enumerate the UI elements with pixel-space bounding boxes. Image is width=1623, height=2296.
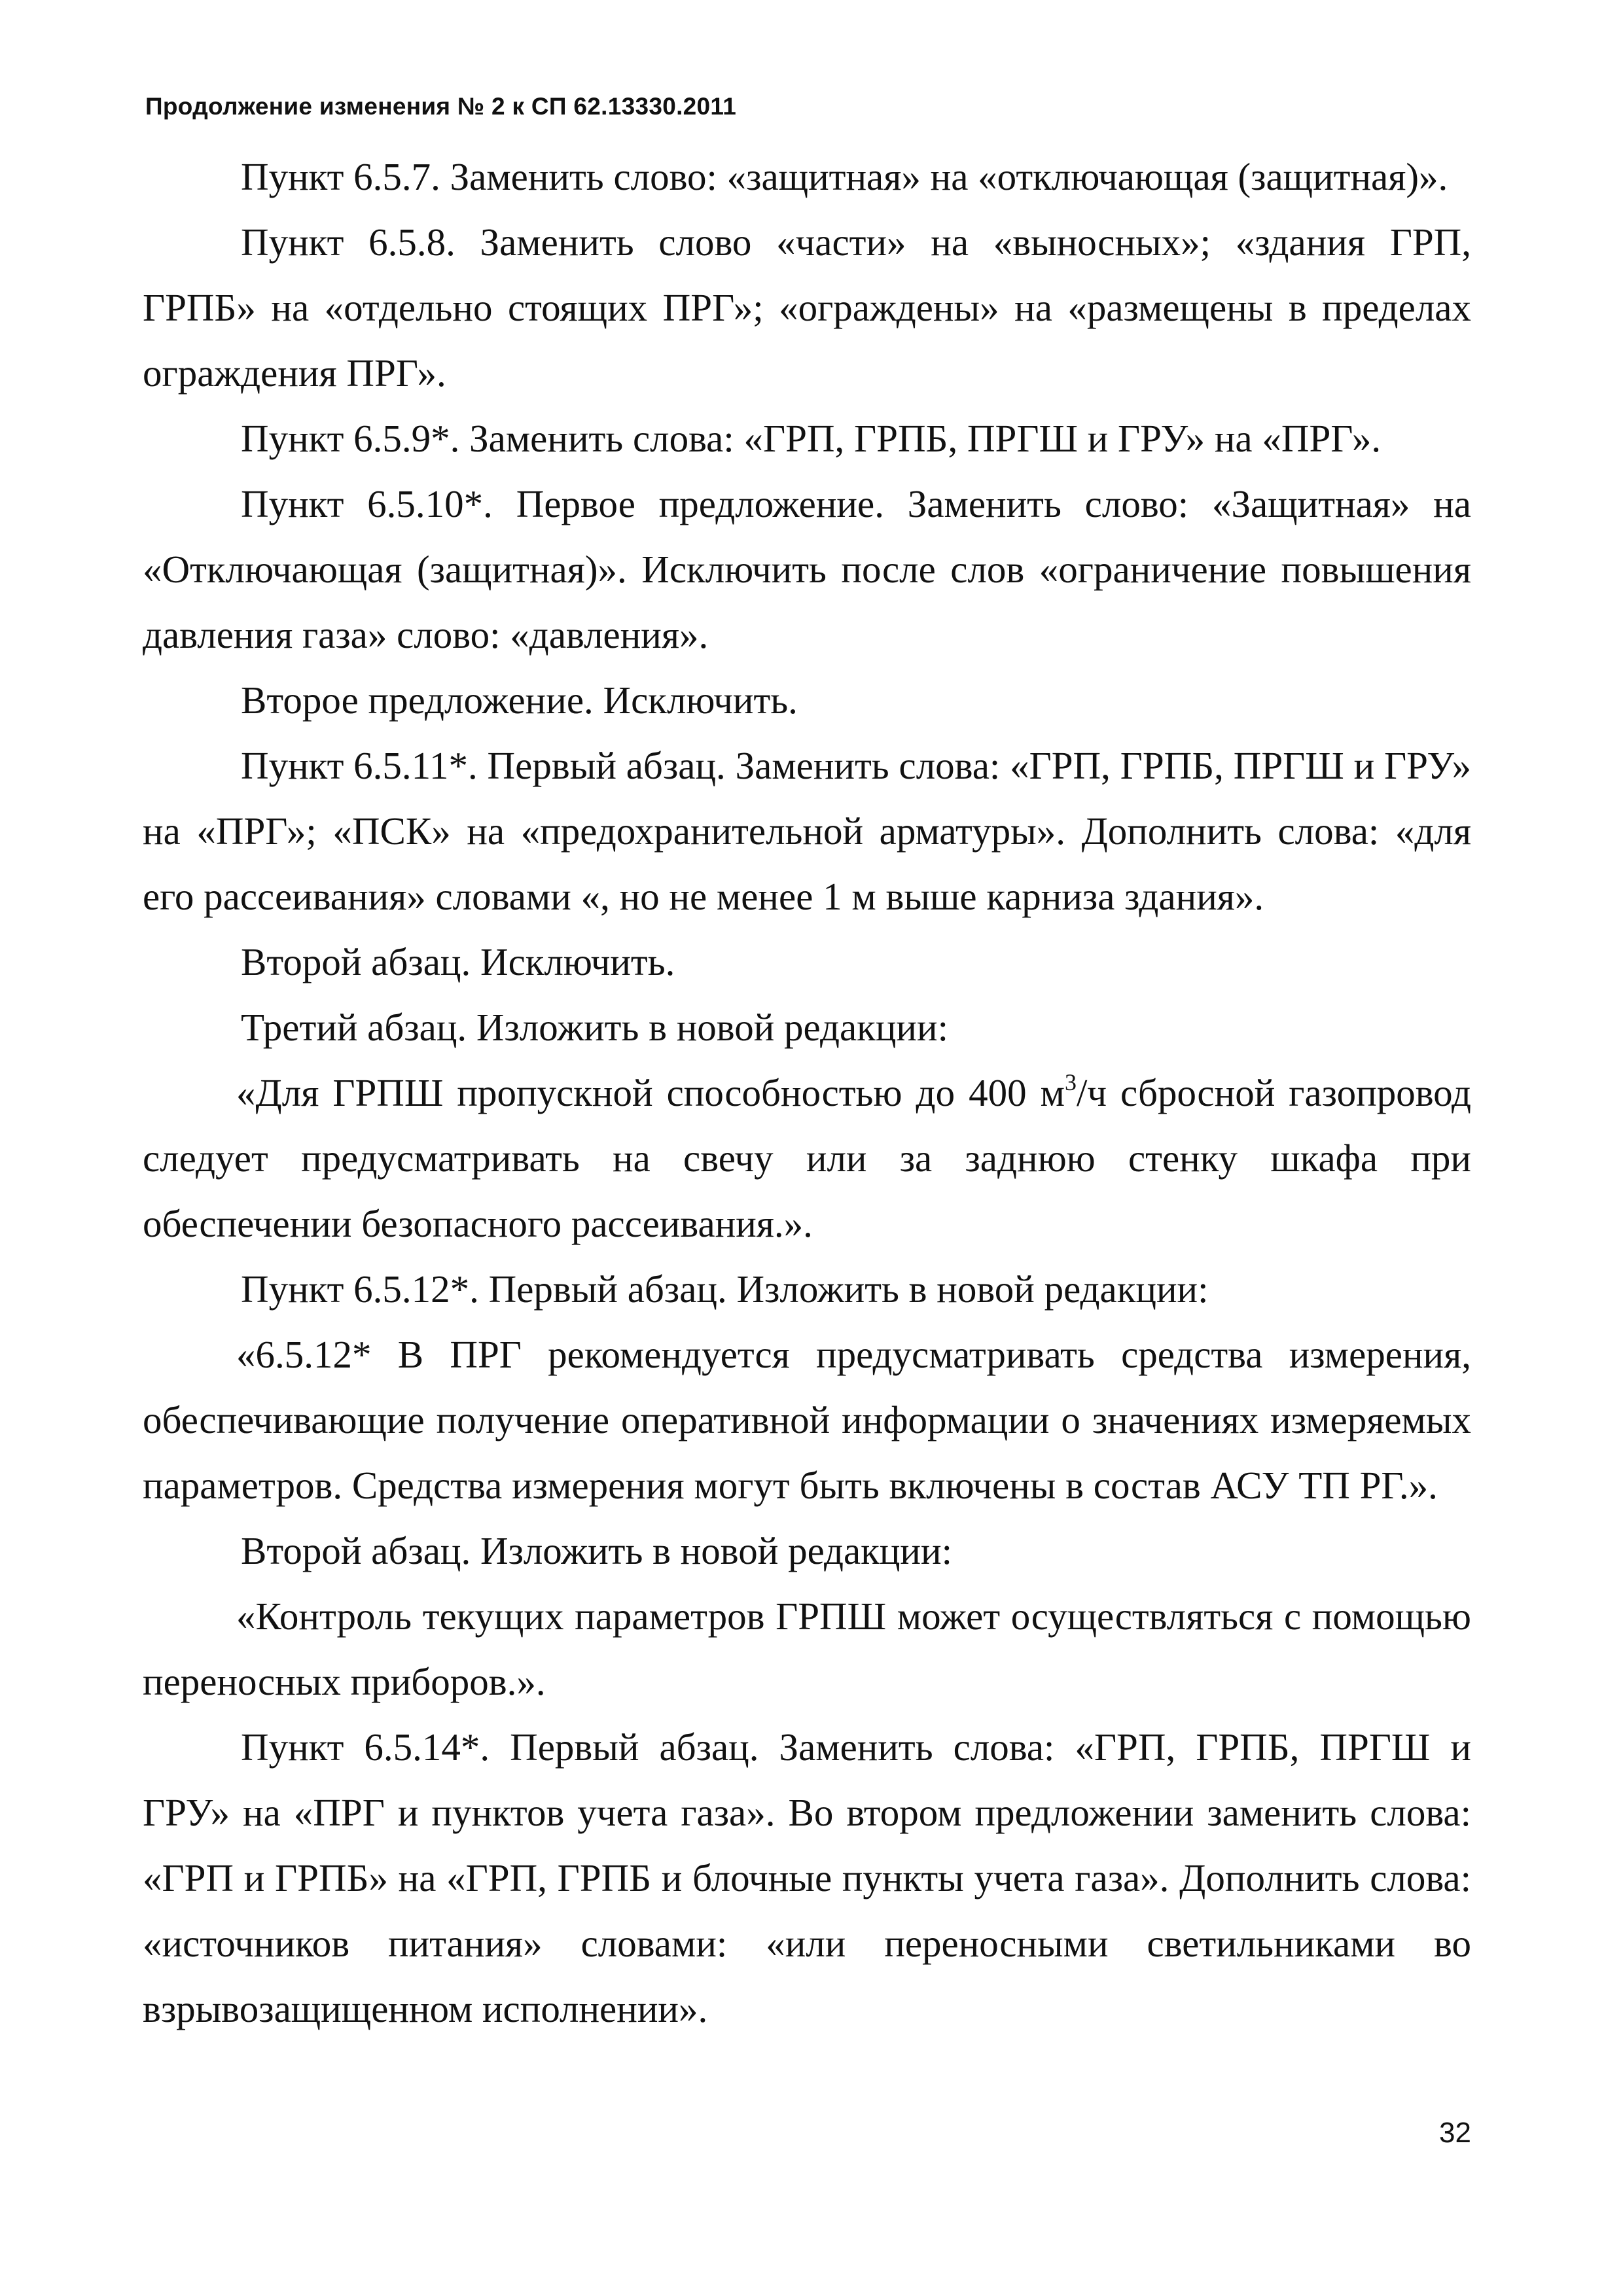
paragraph-6-5-8: Пункт 6.5.8. Заменить слово «части» на «выносных»; «здания ГРП, ГРПБ» на «отдельно стоящих ПРГ»; «ограждены» на «размещены в пределах ограждения ПРГ». <box>143 221 1471 395</box>
paragraph-6-5-10: Пункт 6.5.10*. Первое предложение. Заменить слово: «Защитная» на «Отключающая (защитная)». Исключить после слов «ограничение повышения давления газа» слово: «давления». <box>143 482 1471 656</box>
paragraph-6-5-7: Пункт 6.5.7. Заменить слово: «защитная» на «отключающая (защитная)». <box>241 155 1448 198</box>
paragraph-6-5-11-third-abzac: Третий абзац. Изложить в новой редакции: <box>241 1006 948 1049</box>
quote-text-start: «Для ГРПШ пропускной способностью до 400 м <box>236 1071 1065 1114</box>
quote-text-end: /ч сбросной газопровод следует предусматривать на свечу или за заднюю стенку шкафа при обеспечении безопасного рассеивания.». <box>143 1071 1471 1245</box>
paragraph-6-5-9: Пункт 6.5.9*. Заменить слова: «ГРП, ГРПБ, ПРГШ и ГРУ» на «ПРГ». <box>241 417 1382 460</box>
paragraph-6-5-12: Пункт 6.5.12*. Первый абзац. Изложить в новой редакции: <box>241 1267 1209 1311</box>
superscript-cubic: 3 <box>1064 1069 1077 1095</box>
paragraph-6-5-10-second-sentence: Второе предложение. Исключить. <box>241 679 798 722</box>
paragraph-6-5-12-second-abzac: Второй абзац. Изложить в новой редакции: <box>241 1529 952 1572</box>
page-number: 32 <box>1439 2117 1471 2149</box>
quote-grpsh-gas-pipeline <box>143 1060 1471 1256</box>
paragraph-6-5-11-second-abzac: Второй абзац. Исключить. <box>241 940 675 983</box>
paragraph-6-5-14: Пункт 6.5.14*. Первый абзац. Заменить слова: «ГРП, ГРПБ, ПРГШ и ГРУ» на «ПРГ и пунктов учета газа». Во втором предложении заменить слова: «ГРП и ГРПБ» на «ГРП, ГРПБ и блочные пункты учета газа». Дополнить слова: «источников питания» словами: «или переносными светильниками во взрывозащищенном исполнении». <box>143 1725 1471 2030</box>
quote-6-5-12: «6.5.12* В ПРГ рекомендуется предусматривать средства измерения, обеспечивающие получение оперативной информации о значениях измеряемых параметров. Средства измерения могут быть включены в состав АСУ ТП РГ.». <box>143 1333 1471 1507</box>
running-header: Продолжение изменения № 2 к СП 62.13330.2011 <box>145 93 737 120</box>
quote-grpsh-control: «Контроль текущих параметров ГРПШ может осуществляться с помощью переносных приборов.». <box>143 1595 1471 1703</box>
document-body <box>143 144 1471 2041</box>
paragraph-6-5-11: Пункт 6.5.11*. Первый абзац. Заменить слова: «ГРП, ГРПБ, ПРГШ и ГРУ» на «ПРГ»; «ПСК» на «предохранительной арматуры». Дополнить слова: «для его рассеивания» словами «, но не менее 1 м выше карниза здания». <box>143 744 1471 918</box>
